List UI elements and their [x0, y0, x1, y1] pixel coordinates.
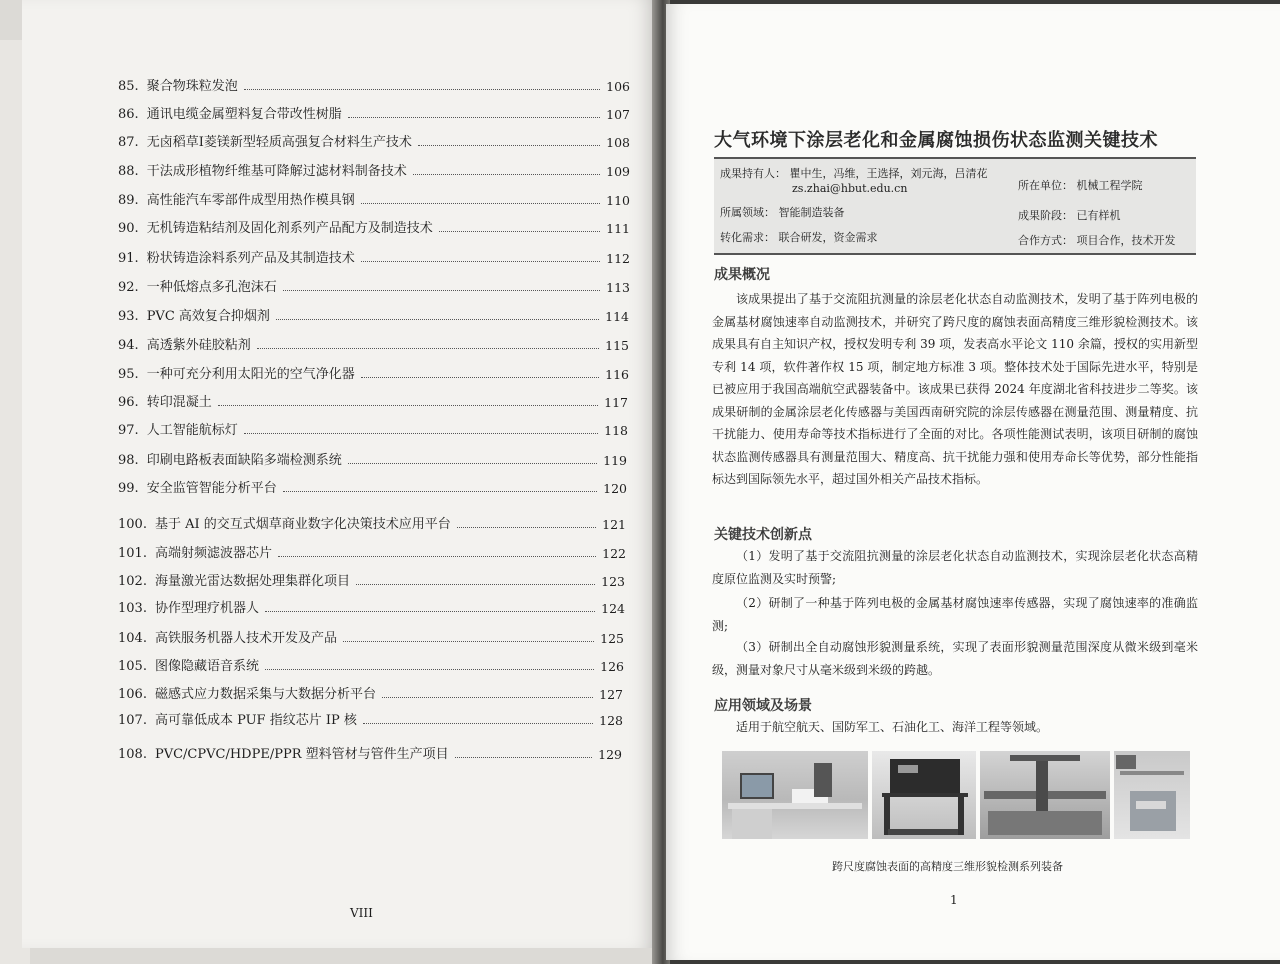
toc-page-number: 108: [606, 135, 630, 150]
toc-title: 聚合物珠粒发泡: [146, 79, 238, 94]
toc-page-number: 115: [605, 338, 629, 353]
toc-leader-dots: [348, 117, 600, 118]
toc-page-number: 114: [605, 309, 629, 324]
toc-number: 101.: [118, 546, 147, 561]
toc-number: 108.: [118, 747, 147, 762]
toc-number: 104.: [118, 631, 147, 646]
toc-leader-dots: [283, 290, 600, 291]
toc-page-number: 111: [606, 221, 630, 236]
toc-page-number: 110: [606, 193, 630, 208]
toc-leader-dots: [361, 261, 600, 262]
toc-title: 海量激光雷达数据处理集群化项目: [154, 574, 350, 589]
toc-page-number: 122: [602, 546, 626, 561]
toc-title: 协作型理疗机器人: [154, 601, 259, 616]
toc-title: 转印混凝土: [146, 395, 212, 410]
unit-field: 所在单位： 机械工程学院: [1018, 179, 1143, 192]
toc-entry: [118, 680, 623, 702]
toc-title: 安全监管智能分析平台: [146, 481, 277, 496]
toc-title: 高性能汽车零部件成型用热作模具钢: [146, 193, 355, 208]
toc-number: 96.: [118, 395, 139, 410]
toc-leader-dots: [418, 145, 600, 146]
toc-number: 94.: [118, 338, 139, 353]
toc-page-number: 129: [598, 747, 622, 762]
toc-number: 91.: [118, 251, 139, 266]
toc-leader-dots: [439, 231, 600, 232]
photo-robot-cart: [1114, 751, 1190, 839]
holder-field: 成果持有人： 瞿中生，冯维，王选择，刘元海，吕清花: [720, 167, 988, 180]
toc-number: 103.: [118, 601, 147, 616]
toc-number: 105.: [118, 659, 147, 674]
toc-page-number: 123: [601, 574, 625, 589]
toc-number: 86.: [118, 107, 139, 122]
toc-title: 干法成形植物纤维基可降解过滤材料制备技术: [146, 164, 407, 179]
toc-entry: [118, 72, 630, 94]
toc-leader-dots: [361, 377, 599, 378]
left-page-number: VIII: [350, 906, 373, 920]
toc-entry: [118, 446, 627, 468]
toc-leader-dots: [276, 319, 599, 320]
toc-title: 无机铸造粘结剂及固化剂系列产品配方及制造技术: [146, 221, 433, 236]
toc-number: 88.: [118, 164, 139, 179]
toc-title: PVC/CPVC/HDPE/PPR 塑料管材与管件生产项目: [154, 747, 449, 762]
toc-title: 一种可充分利用太阳光的空气净化器: [146, 367, 355, 382]
toc-entry: [118, 474, 627, 496]
toc-number: 92.: [118, 280, 139, 295]
toc-number: 102.: [118, 574, 147, 589]
toc-number: 85.: [118, 79, 139, 94]
toc-leader-dots: [265, 669, 594, 670]
toc-page-number: 120: [603, 481, 627, 496]
toc-leader-dots: [455, 757, 593, 758]
toc-entry: [118, 157, 630, 179]
toc-number: 95.: [118, 367, 139, 382]
toc-leader-dots: [244, 89, 600, 90]
toc-number: 97.: [118, 423, 139, 438]
toc-title: 通讯电缆金属塑料复合带改性树脂: [146, 107, 342, 122]
application-text: 适用于航空航天、国防军工、石油化工、海洋工程等领域。: [736, 720, 1049, 734]
overview-heading: 成果概况: [714, 267, 770, 283]
photo-lab-bench: [722, 751, 868, 839]
equipment-photos: [722, 751, 1190, 839]
overview-text: 该成果提出了基于交流阻抗测量的涂层老化状态自动监测技术，发明了基于阵列电极的金属基材腐蚀速率自动监测技术，并研究了跨尺度的腐蚀表面高精度三维形貌检测技术。该成果具有自主知识产权，授权发明专利 39 项，发表高水平论文 110 余篇，授权的实用新型专利 14 项，软件著作权 15 项，制定地方标准 3 项。整体技术处于国际先进水平，特别是已被应用于我国高端航空武器装备中。该成果已获得 2024 年度湖北省科技进步二等奖。该成果研制的金属涂层老化传感器与美国西南研究院的涂层传感器在测量范围、测量精度、抗干扰能力、使用寿命等技术指标进行了全面的对比。各项性能测试表明，该项目研制的腐蚀状态监测传感器具有测量范围大、精度高、抗干扰能力强和使用寿命长等优势，部分性能指标达到国际领先水平，超过国外相关产品技术指标。: [712, 292, 1198, 486]
toc-page-number: 126: [600, 659, 624, 674]
toc-leader-dots: [356, 584, 595, 585]
toc-title: 基于 AI 的交互式烟草商业数字化决策技术应用平台: [154, 517, 451, 532]
toc-title: 粉状铸造涂料系列产品及其制造技术: [146, 251, 355, 266]
photo-sensor-device: [872, 751, 976, 839]
toc-entry: [118, 273, 630, 295]
toc-number: 100.: [118, 517, 147, 532]
toc-page-number: 116: [605, 367, 629, 382]
toc-title: 人工智能航标灯: [146, 423, 238, 438]
toc-title: 一种低熔点多孔泡沫石: [146, 280, 277, 295]
toc-leader-dots: [265, 611, 595, 612]
stage-field: 成果阶段： 已有样机: [1018, 209, 1121, 222]
toc-leader-dots: [278, 556, 596, 557]
toc-entry: [118, 214, 630, 236]
toc-number: 107.: [118, 713, 147, 728]
toc-page-number: 112: [606, 251, 630, 266]
right-page-number: 1: [950, 893, 958, 907]
toc-page-number: 121: [602, 517, 626, 532]
toc-entry: [118, 539, 626, 561]
toc-entry: [118, 624, 624, 646]
toc-entry: [118, 594, 625, 616]
figure-caption: 跨尺度腐蚀表面的高精度三维形貌检测系列装备: [832, 860, 1063, 873]
toc-page-number: 106: [606, 79, 630, 94]
toc-number: 89.: [118, 193, 139, 208]
toc-title: PVC 高效复合抑烟剂: [146, 309, 270, 324]
info-table: [714, 157, 1196, 255]
toc-title: 无卤稻草Ⅰ菱镁新型轻质高强复合材料生产技术: [146, 135, 412, 150]
toc-page-number: 128: [599, 713, 623, 728]
toc-leader-dots: [382, 697, 593, 698]
toc-leader-dots: [244, 433, 598, 434]
toc-title: 磁感式应力数据采集与大数据分析平台: [154, 687, 376, 702]
toc-page-number: 119: [603, 453, 627, 468]
toc-leader-dots: [218, 405, 598, 406]
toc-title: 印刷电路板表面缺陷多端检测系统: [146, 453, 342, 468]
toc-entry: [118, 186, 630, 208]
email-field: zs.zhai@hbut.edu.cn: [792, 182, 908, 195]
toc-title: 图像隐藏语音系统: [154, 659, 259, 674]
toc-title: 高可靠低成本 PUF 指纹芯片 IP 核: [154, 713, 357, 728]
toc-entry: [118, 100, 630, 122]
application-heading: 应用领域及场景: [714, 698, 812, 714]
toc-entry: [118, 331, 629, 353]
toc-leader-dots: [413, 174, 600, 175]
coop-field: 合作方式： 项目合作，技术开发: [1018, 234, 1176, 247]
innovation-item-2: （2）研制了一种基于阵列电极的金属基材腐蚀速率传感器，实现了腐蚀速率的准确监测;: [712, 596, 1198, 633]
toc-entry: [118, 416, 628, 438]
field-field: 所属领域： 智能制造装备: [720, 206, 845, 219]
toc-page-number: 125: [600, 631, 624, 646]
toc-leader-dots: [363, 723, 593, 724]
toc-page-number: 109: [606, 164, 630, 179]
toc-number: 87.: [118, 135, 139, 150]
toc-page-number: 117: [604, 395, 628, 410]
toc-entry: [118, 244, 630, 266]
toc-page-number: 118: [604, 423, 628, 438]
need-field: 转化需求： 联合研发，资金需求: [720, 231, 878, 244]
toc-title: 高端射频滤波器芯片: [154, 546, 272, 561]
toc-page-number: 113: [606, 280, 630, 295]
toc-leader-dots: [257, 348, 599, 349]
toc-entry: [118, 128, 630, 150]
toc-leader-dots: [343, 641, 594, 642]
toc-entry: [118, 740, 622, 762]
toc-title: 高铁服务机器人技术开发及产品: [154, 631, 337, 646]
toc-entry: [118, 302, 629, 324]
toc-entry: [118, 360, 629, 382]
toc-entry: [118, 388, 628, 410]
toc-entry: [118, 510, 626, 532]
toc-leader-dots: [457, 527, 596, 528]
toc-number: 93.: [118, 309, 139, 324]
toc-leader-dots: [283, 491, 597, 492]
toc-leader-dots: [361, 203, 600, 204]
toc-entry: [118, 706, 623, 728]
photo-gantry-scanner: [980, 751, 1110, 839]
innovation-item-3: （3）研制出全自动腐蚀形貌测量系统，实现了表面形貌测量范围深度从微米级到毫米级，测量对象尺寸从毫米级到米级的跨越。: [712, 640, 1198, 677]
innovation-heading: 关键技术创新点: [714, 527, 812, 543]
toc-leader-dots: [348, 463, 597, 464]
toc-title: 高透紫外硅胶粘剂: [146, 338, 251, 353]
toc-number: 90.: [118, 221, 139, 236]
toc-number: 99.: [118, 481, 139, 496]
toc-page-number: 107: [606, 107, 630, 122]
toc-page-number: 124: [601, 601, 625, 616]
article-title: 大气环境下涂层老化和金属腐蚀损伤状态监测关键技术: [714, 130, 1158, 151]
toc-page-number: 127: [599, 687, 623, 702]
innovation-item-1: （1）发明了基于交流阻抗测量的涂层老化状态自动监测技术，实现涂层老化状态高精度原位监测及实时预警;: [712, 549, 1198, 586]
toc-entry: [118, 652, 624, 674]
toc-number: 98.: [118, 453, 139, 468]
toc-entry: [118, 567, 625, 589]
toc-number: 106.: [118, 687, 147, 702]
